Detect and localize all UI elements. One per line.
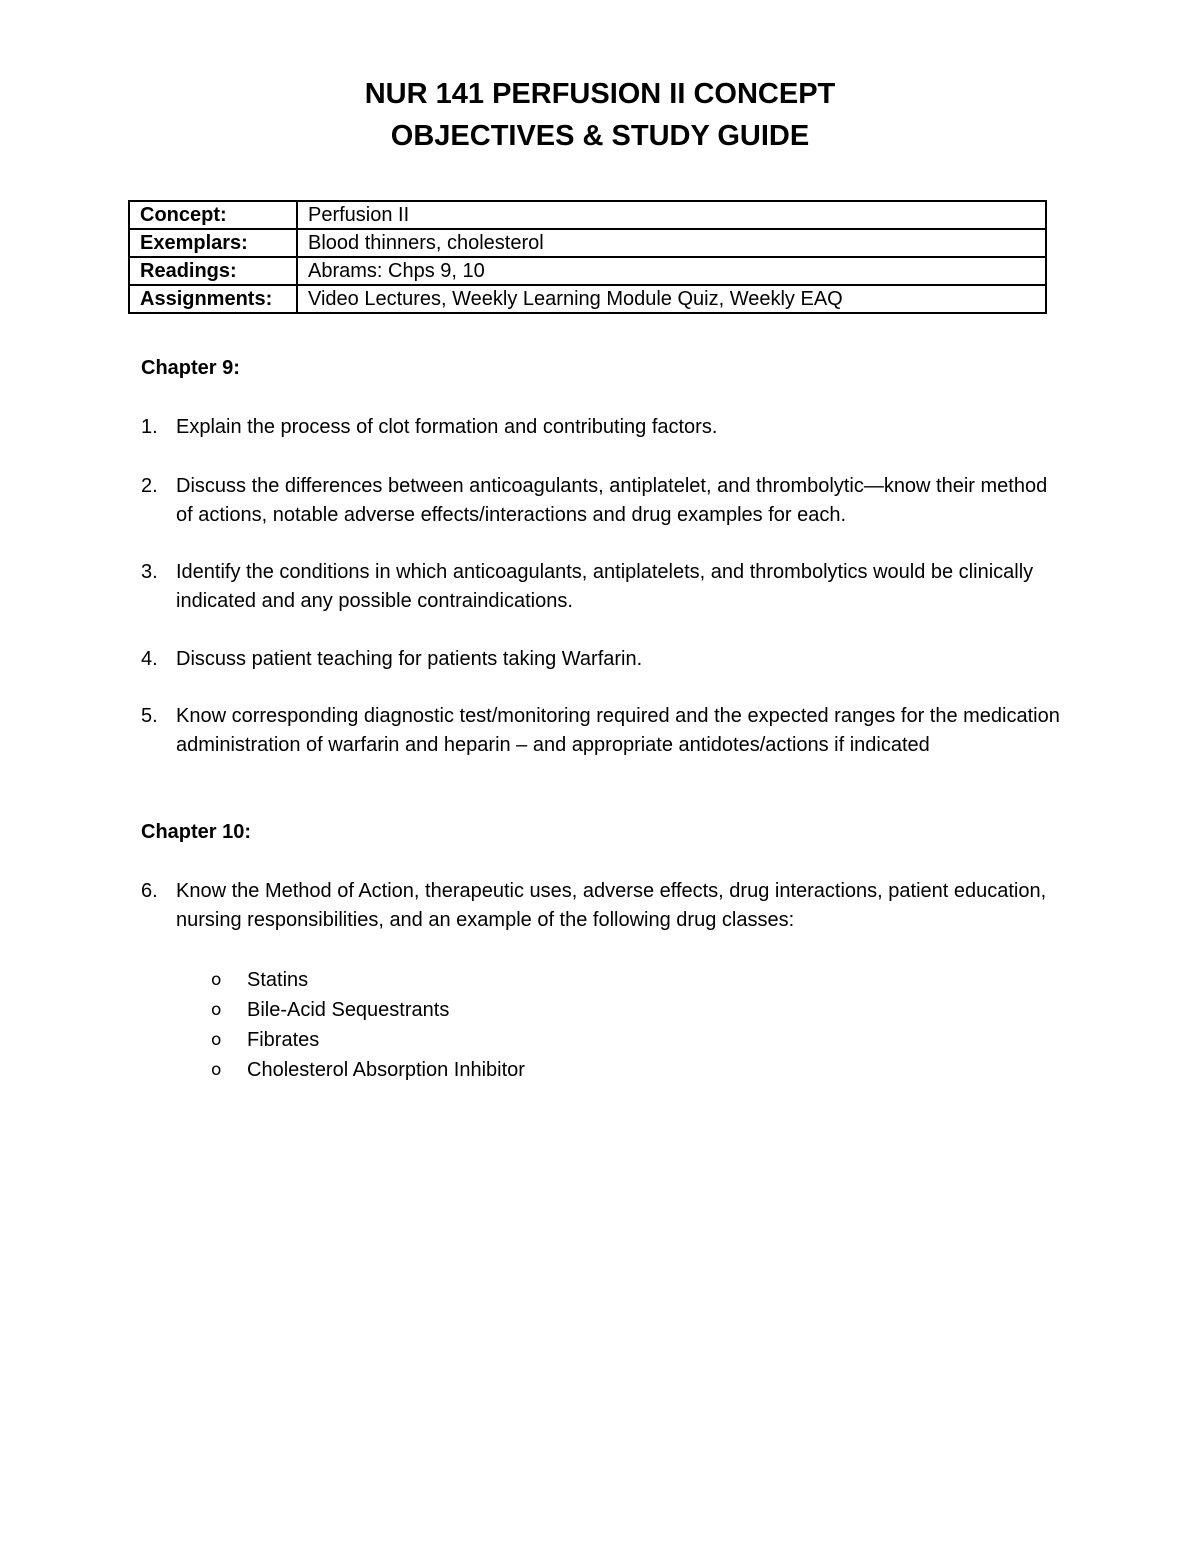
table-row-label: Assignments: (129, 285, 297, 313)
bullet-icon: o (211, 1060, 222, 1080)
objective-item (141, 702, 1061, 760)
objective-item (141, 558, 1061, 616)
objective-number: 5. (141, 705, 158, 727)
table-row-label: Concept: (129, 201, 297, 229)
list-item (211, 995, 525, 1025)
table-row-value: Perfusion II (297, 201, 1046, 229)
objective-number: 4. (141, 648, 158, 670)
objective-item (141, 645, 1061, 674)
list-item (211, 1025, 525, 1055)
document-title-line-1: NUR 141 PERFUSION II CONCEPT (364, 78, 836, 110)
table-row-value: Blood thinners, cholesterol (297, 229, 1046, 257)
objective-number: 2. (141, 475, 158, 497)
bullet-icon: o (211, 1000, 222, 1020)
drug-class-label: Fibrates (247, 1029, 320, 1051)
drug-class-list (211, 965, 525, 1085)
objective-text: Discuss the differences between anticoagulants, antiplatelet, and thrombolytic—know their method of actions, notable adverse effects/interactions and drug examples for each. (176, 475, 1048, 526)
table-row (129, 285, 1046, 313)
drug-class-label: Cholesterol Absorption Inhibitor (247, 1059, 525, 1081)
objective-text: Know the Method of Action, therapeutic uses, adverse effects, drug interactions, patient education, nursing responsibilities, and an example of the following drug classes: (176, 880, 1047, 931)
objective-text: Discuss patient teaching for patients taking Warfarin. (176, 648, 643, 670)
list-item (211, 1055, 525, 1085)
objective-number: 3. (141, 561, 158, 583)
objective-item (141, 413, 1061, 442)
objective-item (141, 877, 1061, 935)
objective-number: 1. (141, 416, 158, 438)
table-row (129, 201, 1046, 229)
concept-info-table (128, 200, 1047, 314)
list-item (211, 965, 525, 995)
drug-class-label: Statins (247, 969, 309, 991)
table-row (129, 257, 1046, 285)
table-row-label: Readings: (129, 257, 297, 285)
objective-text: Explain the process of clot formation and contributing factors. (176, 416, 718, 438)
table-row-label: Exemplars: (129, 229, 297, 257)
chapter-9-heading: Chapter 9: (141, 357, 240, 379)
objective-text: Know corresponding diagnostic test/monitoring required and the expected ranges for the medication administration of warfarin and heparin – and appropriate antidotes/actions if indicated (176, 705, 1060, 756)
table-row-value: Video Lectures, Weekly Learning Module Quiz, Weekly EAQ (297, 285, 1046, 313)
bullet-icon: o (211, 970, 222, 990)
table-row (129, 229, 1046, 257)
objective-number: 6. (141, 880, 158, 902)
objective-item (141, 472, 1061, 530)
table-row-value: Abrams: Chps 9, 10 (297, 257, 1046, 285)
bullet-icon: o (211, 1030, 222, 1050)
document-title-line-2: OBJECTIVES & STUDY GUIDE (390, 120, 810, 152)
chapter-10-heading: Chapter 10: (141, 821, 252, 843)
objective-text: Identify the conditions in which anticoagulants, antiplatelets, and thrombolytics would be clinically indicated and any possible contraindications. (176, 561, 1034, 612)
drug-class-label: Bile-Acid Sequestrants (247, 999, 450, 1021)
